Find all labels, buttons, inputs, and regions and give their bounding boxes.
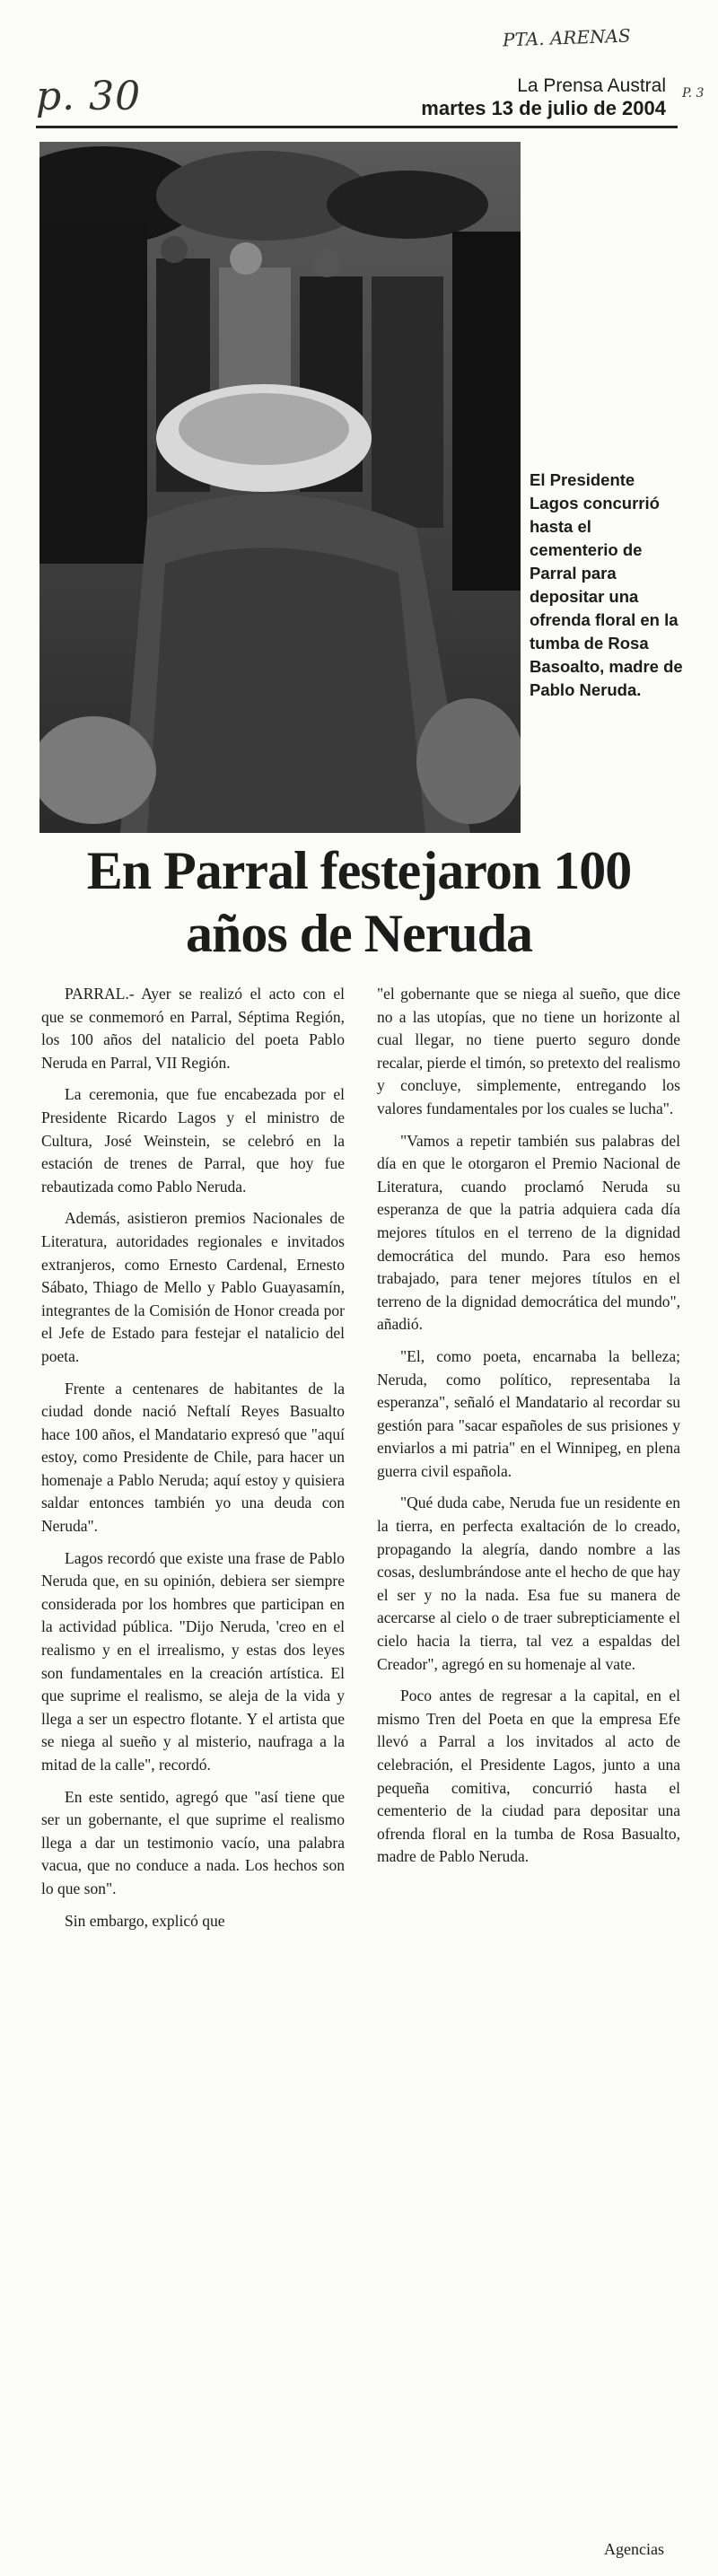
article-paragraph: Lagos recordó que existe una frase de Pablo Neruda que, en su opinión, debiera ser siempre considerada por los hombres que participan en la actividad pública. "Dijo Neruda, 'creo en el realismo y en el irrealismo, y estas dos leyes son fundamentales en la creación artística. El que suprime el realismo, se aleja de la vida y llega a ser un espectro flotante. Y el artista que se niega al sueño y al misterio, naufraga a la mitad de la calle", recordó. bbox=[41, 1548, 345, 1774]
article-paragraph: Sin embargo, explicó que bbox=[65, 1911, 225, 1930]
publication-name: La Prensa Austral bbox=[517, 75, 666, 96]
article-paragraph: Poco antes de regresar a la capital, en el mismo Tren del Poeta en que la empresa Efe llevó a Parral a los invitados al acto de celebración, el Presidente Lagos, junto a una pequeña comitiva, concurrió hasta el cementerio de la ciudad para depositar una ofrenda floral en la tumba de Rosa Basualto, madre de Pablo Neruda. bbox=[377, 1687, 680, 1866]
article-paragraph: "Vamos a repetir también sus palabras del día en que le otorgaron el Premio Nacional de Literatura, cuando proclamó Neruda su esperanza de que la patria adquiera cada día mejores títulos en el terreno de la dignidad democrática del mundo. Para eso hemos trabajado, para tener mejores títulos en el terreno de la dignidad democrática del mundo", añadió. bbox=[377, 1131, 680, 1334]
article-headline: En Parral festejaron 100 años de Neruda bbox=[86, 841, 632, 963]
article-paragraph: En este sentido, agregó que "así tiene que ser un gobernante, el que suprime el realismo llega a dar un testimonio vacío, una palabra vacua, que no conduce a nada. Los hechos son lo que son". bbox=[41, 1787, 345, 1897]
article-column-2 bbox=[377, 983, 680, 1878]
article-paragraph: Frente a centenares de habitantes de la ciudad donde nació Neftalí Reyes Basualto hace 100 años, el Mandatario expresó que "aquí estoy, como Presidente de Chile, para hacer un homenaje a Pablo Neruda; aquí estoy y quisiera saldar entonces también yo una deuda con Neruda". bbox=[41, 1379, 345, 1536]
article-column-1 bbox=[41, 983, 345, 1941]
ceremony-photo bbox=[39, 142, 521, 833]
handwritten-side-code: P. 3 bbox=[682, 86, 705, 101]
article-paragraph: "El, como poeta, encarnaba la belleza; Neruda, como político, representaba la esperanza", señaló el Mandatario al recordar su gestión para "sacar españoles de sus prisiones y enviarlos a mi patria" en el Winnipeg, en plena guerra civil española. bbox=[377, 1346, 680, 1480]
article-paragraph: La ceremonia, que fue encabezada por el Presidente Ricardo Lagos y el ministro de Cultura, José Weinstein, se celebró en la estación de trenes de Parral, que hoy fue rebautizada como Pablo Neruda. bbox=[41, 1085, 345, 1196]
article-paragraph: "el gobernante que se niega al sueño, que dice no a las utopías, que no tiene un horizonte al cual llegar, no tiene puerto seguro donde recalar, pierde el timón, so pretexto del realismo y concluye, simplemente, entregando los valores fundamentales por los cuales se lucha". bbox=[377, 985, 680, 1117]
cemetery-scene-image bbox=[39, 142, 521, 833]
handwritten-source-note: PTA. ARENAS bbox=[502, 24, 631, 51]
article-paragraph: Además, asistieron premios Nacionales de Literatura, autoridades regionales e invitados extranjeros, como Ernesto Cardenal, Ernesto Sábato, Thiago de Mello y Pablo Guayasamín, integrantes de la Comisión de Honor creada por el Jefe de Estado para festejar el natalicio del poeta. bbox=[41, 1209, 345, 1365]
photo-caption: El Presidente Lagos concurrió hasta el cementerio de Parral para depositar una ofrenda floral en la tumba de Rosa Basoalto, madre de Pablo Neruda. bbox=[530, 470, 683, 699]
article-paragraph: "Qué duda cabe, Neruda fue un residente en la tierra, en perfecta exaltación de lo creado, propagando la alegría, dando nombre a las cosas, deslumbrándose ante el hecho de que hay el ser y no la nada. Esa fue su manera de acercarse al cielo o de traer subrepticiamente el cielo hacia la tierra, tal vez a espaldas del Creador", agregó en su homenaje al vate. bbox=[377, 1494, 680, 1673]
article-paragraph: PARRAL.- Ayer se realizó el acto con el que se conmemoró en Parral, Séptima Región, los 100 años del natalicio del poeta Pablo Neruda en Parral, VII Región. bbox=[41, 985, 345, 1072]
masthead-rule bbox=[36, 126, 678, 128]
publication-date: martes 13 de julio de 2004 bbox=[421, 97, 666, 119]
handwritten-page-number: p. 30 bbox=[36, 74, 142, 119]
agency-credit: Agencias bbox=[604, 2540, 664, 2558]
